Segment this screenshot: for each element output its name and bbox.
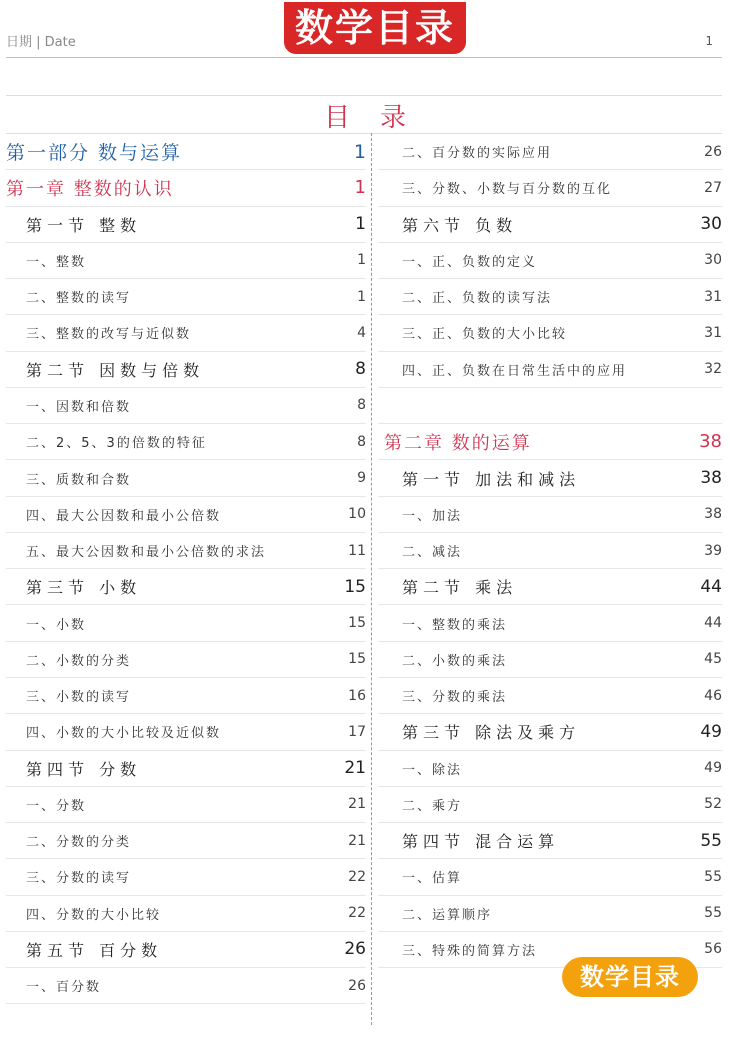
- toc-entry-sub[interactable]: [378, 896, 722, 932]
- toc-entry-page: 17: [348, 723, 366, 740]
- toc-entry-label: 二、正、负数的读写法: [402, 291, 553, 307]
- toc-entry-label: 第五节 百分数: [26, 940, 163, 960]
- toc-entry-page: 15: [348, 651, 366, 668]
- toc-entry-page: 55: [700, 830, 722, 851]
- toc-entry-sec[interactable]: [378, 207, 722, 243]
- toc-entry-label: 二、2、5、3的倍数的特征: [26, 436, 207, 452]
- toc-entry-label: 一、百分数: [26, 980, 102, 996]
- toc-entry-page: 38: [704, 506, 722, 523]
- toc-entry-label: 四、小数的大小比较及近似数: [26, 726, 222, 742]
- toc-entry-page: 22: [348, 905, 366, 922]
- toc-entry-sub[interactable]: [6, 460, 366, 496]
- toc-entry-sub[interactable]: [6, 279, 366, 315]
- toc-entry-sub[interactable]: [6, 243, 366, 279]
- toc-spacer: [378, 388, 722, 424]
- toc-entry-page: 49: [700, 721, 722, 742]
- toc-entry-page: 1: [357, 252, 366, 269]
- toc-entry-sub[interactable]: [6, 859, 366, 895]
- toc-entry-sec[interactable]: [6, 569, 366, 605]
- toc-entry-sub[interactable]: [6, 497, 366, 533]
- toc-entry-page: 21: [348, 796, 366, 813]
- toc-entry-page: 16: [348, 687, 366, 704]
- toc-entry-label: 第二节 乘法: [402, 578, 518, 598]
- toc-entry-chap[interactable]: [6, 170, 366, 206]
- toc-entry-label: 第二章 数的运算: [384, 432, 532, 454]
- toc-entry-page: 49: [704, 760, 722, 777]
- toc-top-rule: [6, 95, 722, 96]
- toc-entry-page: 26: [344, 939, 366, 960]
- toc-entry-label: 第四节 混合运算: [402, 832, 560, 852]
- toc-entry-label: 一、除法: [402, 762, 463, 778]
- toc-entry-page: 1: [354, 177, 366, 199]
- toc-entry-label: 五、最大公因数和最小公倍数的求法: [26, 545, 267, 561]
- toc-entry-page: 55: [704, 905, 722, 922]
- toc-entry-page: 1: [353, 140, 366, 163]
- toc-entry-page: 26: [348, 977, 366, 994]
- toc-entry-sub[interactable]: [6, 823, 366, 859]
- toc-entry-page: 9: [357, 470, 366, 487]
- toc-entry-label: 三、小数的读写: [26, 690, 132, 706]
- toc-entry-page: 4: [357, 324, 366, 341]
- toc-entry-label: 二、小数的乘法: [402, 653, 508, 669]
- toc-entry-label: 四、分数的大小比较: [26, 907, 162, 923]
- toc-entry-label: 第一节 加法和减法: [402, 469, 581, 489]
- toc-entry-sub[interactable]: [6, 315, 366, 351]
- toc-entry-label: 一、小数: [26, 617, 87, 633]
- toc-right-column: [378, 134, 722, 968]
- toc-entry-sub[interactable]: [6, 642, 366, 678]
- toc-entry-sub[interactable]: [378, 315, 722, 351]
- toc-entry-label: 二、分数的分类: [26, 835, 132, 851]
- toc-entry-label: 二、整数的读写: [26, 291, 132, 307]
- toc-left-column: [6, 134, 366, 1004]
- toc-entry-label: 一、整数: [26, 254, 87, 270]
- toc-entry-sec[interactable]: [6, 352, 366, 388]
- toc-entry-page: 52: [704, 796, 722, 813]
- toc-entry-page: 39: [704, 542, 722, 559]
- toc-entry-sub[interactable]: [378, 497, 722, 533]
- toc-entry-sec[interactable]: [378, 714, 722, 750]
- toc-entry-sub[interactable]: [378, 533, 722, 569]
- toc-entry-page: 1: [355, 214, 366, 235]
- header-divider: [6, 57, 722, 58]
- toc-entry-label: 第一部分 数与运算: [6, 142, 183, 165]
- toc-entry-page: 8: [355, 359, 366, 380]
- toc-entry-label: 二、小数的分类: [26, 653, 132, 669]
- toc-entry-sub[interactable]: [6, 424, 366, 460]
- toc-entry-part[interactable]: [6, 134, 366, 170]
- toc-entry-label: 三、整数的改写与近似数: [26, 327, 192, 343]
- toc-entry-label: 二、减法: [402, 545, 463, 561]
- toc-entry-page: 56: [704, 941, 722, 958]
- toc-entry-sub[interactable]: [378, 605, 722, 641]
- toc-entry-page: 15: [348, 615, 366, 632]
- toc-entry-label: 第三节 小数: [26, 578, 142, 598]
- toc-entry-page: 31: [704, 288, 722, 305]
- toc-entry-label: 第一节 整数: [26, 215, 142, 235]
- date-label: 日期 | Date: [6, 35, 76, 50]
- toc-entry-sub[interactable]: [378, 170, 722, 206]
- toc-entry-label: 第四节 分数: [26, 759, 142, 779]
- toc-entry-page: 21: [348, 832, 366, 849]
- toc-entry-page: 44: [704, 615, 722, 632]
- toc-entry-sub[interactable]: [6, 787, 366, 823]
- toc-entry-page: 30: [704, 252, 722, 269]
- toc-entry-sub[interactable]: [6, 968, 366, 1004]
- toc-entry-sub[interactable]: [378, 279, 722, 315]
- toc-entry-page: 21: [344, 758, 366, 779]
- toc-entry-label: 四、最大公因数和最小公倍数: [26, 508, 222, 524]
- toc-entry-page: 38: [700, 468, 722, 489]
- toc-entry-page: 38: [699, 431, 722, 453]
- toc-entry-sub[interactable]: [378, 134, 722, 170]
- toc-entry-sub[interactable]: [378, 751, 722, 787]
- toc-entry-page: 31: [704, 324, 722, 341]
- toc-entry-page: 32: [704, 361, 722, 378]
- toc-entry-sub[interactable]: [378, 787, 722, 823]
- toc-entry-page: 55: [704, 868, 722, 885]
- toc-entry-sub[interactable]: [6, 678, 366, 714]
- toc-entry-page: 30: [700, 214, 722, 235]
- toc-entry-sec[interactable]: [6, 751, 366, 787]
- toc-entry-sub[interactable]: [6, 896, 366, 932]
- toc-entry-label: 二、运算顺序: [402, 907, 493, 923]
- toc-entry-page: 10: [348, 506, 366, 523]
- toc-entry-sec[interactable]: [378, 569, 722, 605]
- toc-entry-sec[interactable]: [378, 823, 722, 859]
- toc-entry-page: 44: [700, 576, 722, 597]
- toc-entry-page: 27: [704, 179, 722, 196]
- toc-entry-label: 四、正、负数在日常生活中的应用: [402, 363, 628, 379]
- toc-entry-label: 三、特殊的简算方法: [402, 943, 538, 959]
- toc-entry-label: 三、分数、小数与百分数的互化: [402, 182, 613, 198]
- toc-title: 目录: [323, 103, 436, 133]
- toc-entry-sub[interactable]: [6, 388, 366, 424]
- toc-entry-label: 三、分数的读写: [26, 871, 132, 887]
- toc-entry-label: 一、加法: [402, 508, 463, 524]
- toc-entry-label: 二、乘方: [402, 798, 463, 814]
- toc-entry-page: 22: [348, 868, 366, 885]
- math-toc-badge: 数学目录: [562, 957, 698, 997]
- toc-entry-page: 1: [357, 288, 366, 305]
- toc-entry-sub[interactable]: [378, 642, 722, 678]
- toc-entry-label: 第三节 除法及乘方: [402, 723, 581, 743]
- toc-entry-sec[interactable]: [6, 932, 366, 968]
- page-number: 1: [705, 34, 713, 48]
- toc-entry-page: 8: [357, 433, 366, 450]
- toc-entry-sub[interactable]: [378, 859, 722, 895]
- toc-entry-label: 三、正、负数的大小比较: [402, 327, 568, 343]
- toc-entry-label: 第六节 负数: [402, 215, 518, 235]
- toc-entry-page: 15: [344, 576, 366, 597]
- toc-entry-sub[interactable]: [6, 605, 366, 641]
- toc-entry-sub[interactable]: [6, 714, 366, 750]
- toc-entry-page: 45: [704, 651, 722, 668]
- toc-entry-chap[interactable]: [378, 424, 722, 460]
- toc-entry-sub[interactable]: [378, 352, 722, 388]
- toc-entry-label: 一、正、负数的定义: [402, 254, 538, 270]
- toc-entry-sub[interactable]: [378, 243, 722, 279]
- page-title-banner: 数学目录: [284, 2, 466, 54]
- toc-entry-label: 二、百分数的实际应用: [402, 146, 553, 162]
- toc-entry-sec[interactable]: [378, 460, 722, 496]
- toc-entry-sub[interactable]: [378, 678, 722, 714]
- column-divider: [371, 133, 372, 1025]
- toc-entry-label: 第二节 因数与倍数: [26, 360, 205, 380]
- toc-entry-label: 第一章 整数的认识: [6, 178, 174, 200]
- toc-entry-label: 一、整数的乘法: [402, 617, 508, 633]
- toc-entry-page: 8: [357, 397, 366, 414]
- toc-entry-label: 三、质数和合数: [26, 472, 132, 488]
- toc-entry-label: 一、估算: [402, 871, 463, 887]
- toc-entry-sec[interactable]: [6, 207, 366, 243]
- toc-entry-sub[interactable]: [6, 533, 366, 569]
- toc-entry-label: 一、因数和倍数: [26, 399, 132, 415]
- toc-entry-page: 46: [704, 687, 722, 704]
- toc-entry-label: 一、分数: [26, 798, 87, 814]
- toc-entry-page: 11: [348, 542, 366, 559]
- toc-entry-page: 26: [704, 143, 722, 160]
- toc-entry-label: 三、分数的乘法: [402, 690, 508, 706]
